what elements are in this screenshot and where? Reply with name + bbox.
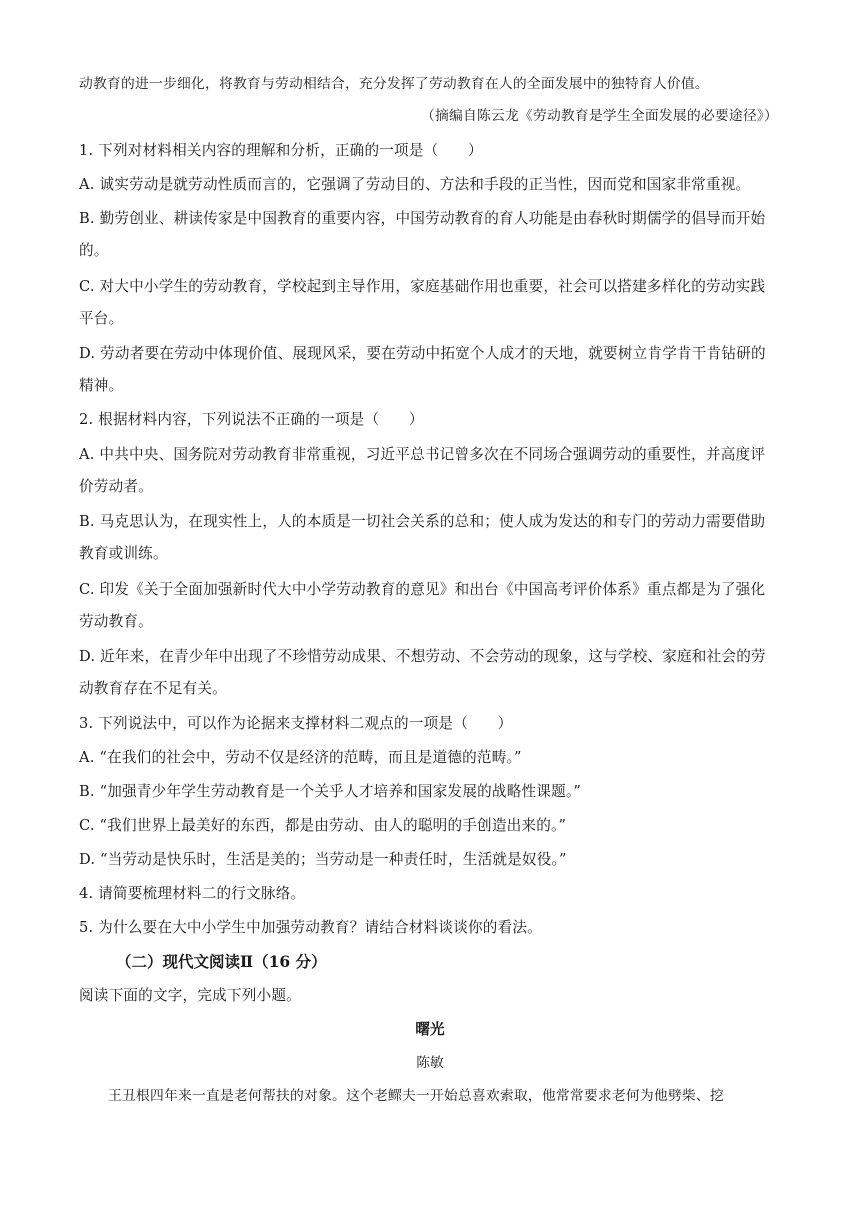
reading-instruction: 阅读下面的文字，完成下列小题。 (79, 987, 301, 1004)
question-2-option-d-line1: D. 近年来，在青少年中出现了不珍惜劳动成果、不想劳动、不会劳动的现象，这与学校、家庭和社会的劳 (79, 648, 766, 665)
question-2-option-c-line2: 劳动教育。 (79, 613, 153, 630)
story-first-line: 王丑根四年来一直是老何帮扶的对象。这个老鳏夫一开始总喜欢索取，他常常要求老何为他劈柴、挖 (108, 1088, 724, 1104)
question-3-option-d: D. “当劳动是快乐时，生活是美的；当劳动是一种责任时，生活就是奴役。” (79, 851, 567, 868)
story-author: 陈敏 (416, 1055, 444, 1071)
material-source: （摘编自陈云龙《劳动教育是学生全面发展的必要途径》） (420, 108, 778, 124)
question-2-option-a-line1: A. 中共中央、国务院对劳动教育非常重视，习近平总书记曾多次在不同场合强调劳动的重要性，并高度评 (79, 446, 766, 463)
question-2-option-d-line2: 动教育存在不足有关。 (79, 680, 227, 697)
question-1-option-a: A. 诚实劳动是就劳动性质而言的，它强调了劳动目的、方法和手段的正当性，因而党和国家非常重视。 (79, 176, 751, 193)
story-title: 曙光 (415, 1021, 445, 1038)
question-1-stem: 1. 下列对材料相关内容的理解和分析，正确的一项是（ ） (79, 142, 483, 159)
question-3-option-b: B. “加强青少年学生劳动教育是一个关乎人才培养和国家发展的战略性课题。” (79, 783, 582, 800)
question-1-option-b-line1: B. 勤劳创业、耕读传家是中国教育的重要内容，中国劳动教育的育人功能是由春秋时期儒学的倡导而开始 (79, 210, 766, 227)
question-3-option-a: A. “在我们的社会中，劳动不仅是经济的范畴，而且是道德的范畴。” (79, 749, 522, 766)
question-4: 4. 请简要梳理材料二的行文脉络。 (79, 885, 306, 902)
question-2-option-a-line2: 价劳动者。 (79, 478, 153, 495)
question-1-option-b-line2: 的。 (79, 242, 109, 259)
question-1-option-c-line1: C. 对大中小学生的劳动教育，学校起到主导作用，家庭基础作用也重要，社会可以搭建多样化的劳动实践 (79, 278, 766, 295)
question-3-option-c: C. “我们世界上最美好的东西，都是由劳动、由人的聪明的手创造出来的。” (79, 817, 567, 834)
material-closing-line: 动教育的进一步细化，将教育与劳动相结合，充分发挥了劳动教育在人的全面发展中的独特育人价值。 (79, 76, 709, 92)
section-heading: （二）现代文阅读Ⅱ（16 分） (116, 952, 327, 971)
question-3-stem: 3. 下列说法中，可以作为论据来支撑材料二观点的一项是（ ） (79, 715, 513, 732)
question-1-option-d-line1: D. 劳动者要在劳动中体现价值、展现风采，要在劳动中拓宽个人成才的天地，就要树立肯学肯干肯钻研的 (79, 345, 766, 362)
question-1-option-c-line2: 平台。 (79, 310, 124, 327)
question-2-option-b-line2: 教育或训练。 (79, 545, 168, 562)
question-1-option-d-line2: 精神。 (79, 377, 124, 394)
question-2-stem: 2. 根据材料内容，下列说法不正确的一项是（ ） (79, 411, 424, 428)
question-2-option-c-line1: C. 印发《关于全面加强新时代大中小学劳动教育的意见》和出台《中国高考评价体系》重点都是为了强化 (79, 581, 766, 598)
question-5: 5. 为什么要在大中小学生中加强劳动教育？请结合材料谈谈你的看法。 (79, 919, 542, 936)
question-2-option-b-line1: B. 马克思认为，在现实性上，人的本质是一切社会关系的总和；使人成为发达的和专门的劳动力需要借助 (79, 513, 766, 530)
